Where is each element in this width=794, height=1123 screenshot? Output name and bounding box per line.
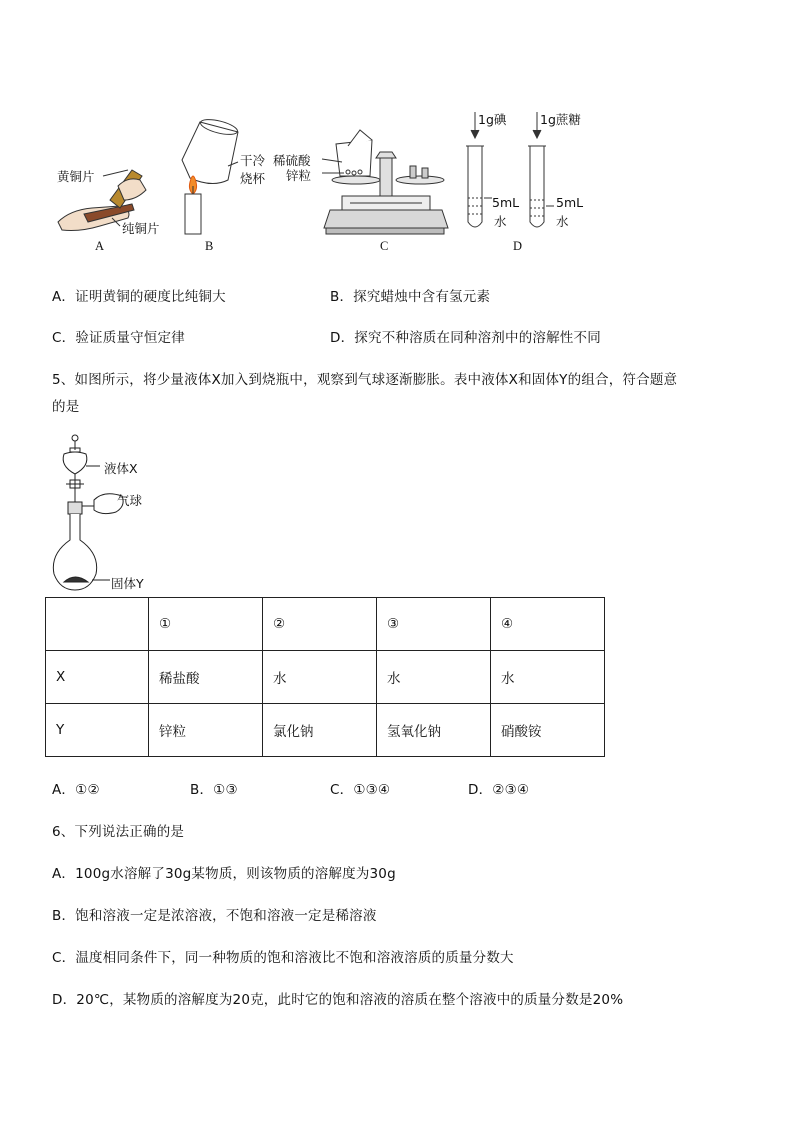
- q5-combination-table: [45, 597, 605, 757]
- label-beaker: 烧杯: [240, 171, 266, 186]
- label-water-right: 水: [556, 214, 569, 229]
- label-zinc-granules: 锌粒: [286, 168, 312, 183]
- label-dry-cold: 干冷: [240, 153, 266, 168]
- table-cell: ③: [377, 598, 491, 651]
- label-water-left: 水: [494, 214, 507, 229]
- q5-option-a: A．①②: [52, 782, 100, 798]
- flask-apparatus-illustration: [50, 430, 170, 595]
- q5-stem-line1: 5、如图所示，将少量液体X加入到烧瓶中，观察到气球逐渐膨胀。表中液体X和固体Y的组合，符合题意: [52, 372, 678, 388]
- table-cell: 水: [377, 651, 491, 704]
- table-cell: 锌粒: [149, 704, 263, 757]
- label-liquid-x: 液体X: [104, 461, 138, 476]
- label-brass-piece: 黄铜片: [57, 169, 95, 184]
- table-cell: Y: [46, 704, 149, 757]
- q4-option-d: D．探究不种溶质在同种溶剂中的溶解性不同: [330, 330, 601, 346]
- table-cell: [46, 598, 149, 651]
- label-iodine: 1g碘: [478, 112, 507, 127]
- table-cell: 氯化钠: [263, 704, 377, 757]
- table-cell: ①: [149, 598, 263, 651]
- experiment-c-illustration: [322, 130, 448, 234]
- table-row: [46, 704, 605, 757]
- label-volume-left: 5mL: [492, 195, 520, 210]
- table-row: [46, 651, 605, 704]
- q5-stem-line2: 的是: [52, 399, 80, 415]
- q5-option-d: D．②③④: [468, 782, 530, 798]
- q6-option-a: A．100g水溶解了30g某物质，则该物质的溶解度为30g: [52, 866, 396, 882]
- q4-option-a: A．证明黄铜的硬度比纯铜大: [52, 289, 226, 305]
- label-d: D: [513, 239, 523, 253]
- table-cell: 稀盐酸: [149, 651, 263, 704]
- experiment-b-illustration: [182, 117, 239, 234]
- q4-figure-drawing: [0, 0, 794, 270]
- label-c: C: [380, 239, 389, 253]
- label-dilute-sulfuric-acid: 稀硫酸: [273, 153, 311, 168]
- label-a: A: [95, 239, 105, 253]
- table-cell: 硝酸铵: [491, 704, 605, 757]
- q6-stem: 6、下列说法正确的是: [52, 824, 185, 840]
- table-header-row: [46, 598, 605, 651]
- label-pure-copper-piece: 纯铜片: [122, 221, 160, 236]
- table-cell: ②: [263, 598, 377, 651]
- q6-option-c: C．温度相同条件下，同一种物质的饱和溶液比不饱和溶液溶质的质量分数大: [52, 950, 514, 966]
- label-volume-right: 5mL: [556, 195, 584, 210]
- table-cell: 水: [491, 651, 605, 704]
- q6-option-d: D．20℃，某物质的溶解度为20克，此时它的饱和溶液的溶质在整个溶液中的质量分数是20%: [52, 992, 624, 1008]
- table-cell: 水: [263, 651, 377, 704]
- label-b: B: [205, 239, 214, 253]
- q4-option-c: C．验证质量守恒定律: [52, 330, 185, 346]
- label-sucrose: 1g蔗糖: [540, 112, 581, 127]
- label-solid-y: 固体Y: [111, 576, 144, 591]
- table-cell: X: [46, 651, 149, 704]
- table-cell: ④: [491, 598, 605, 651]
- q4-option-b: B．探究蜡烛中含有氢元素: [330, 289, 491, 305]
- q6-option-b: B．饱和溶液一定是浓溶液，不饱和溶液一定是稀溶液: [52, 908, 377, 924]
- q5-option-c: C．①③④: [330, 782, 391, 798]
- q5-option-b: B．①③: [190, 782, 238, 798]
- table-cell: 氢氧化钠: [377, 704, 491, 757]
- label-balloon: 气球: [117, 493, 143, 508]
